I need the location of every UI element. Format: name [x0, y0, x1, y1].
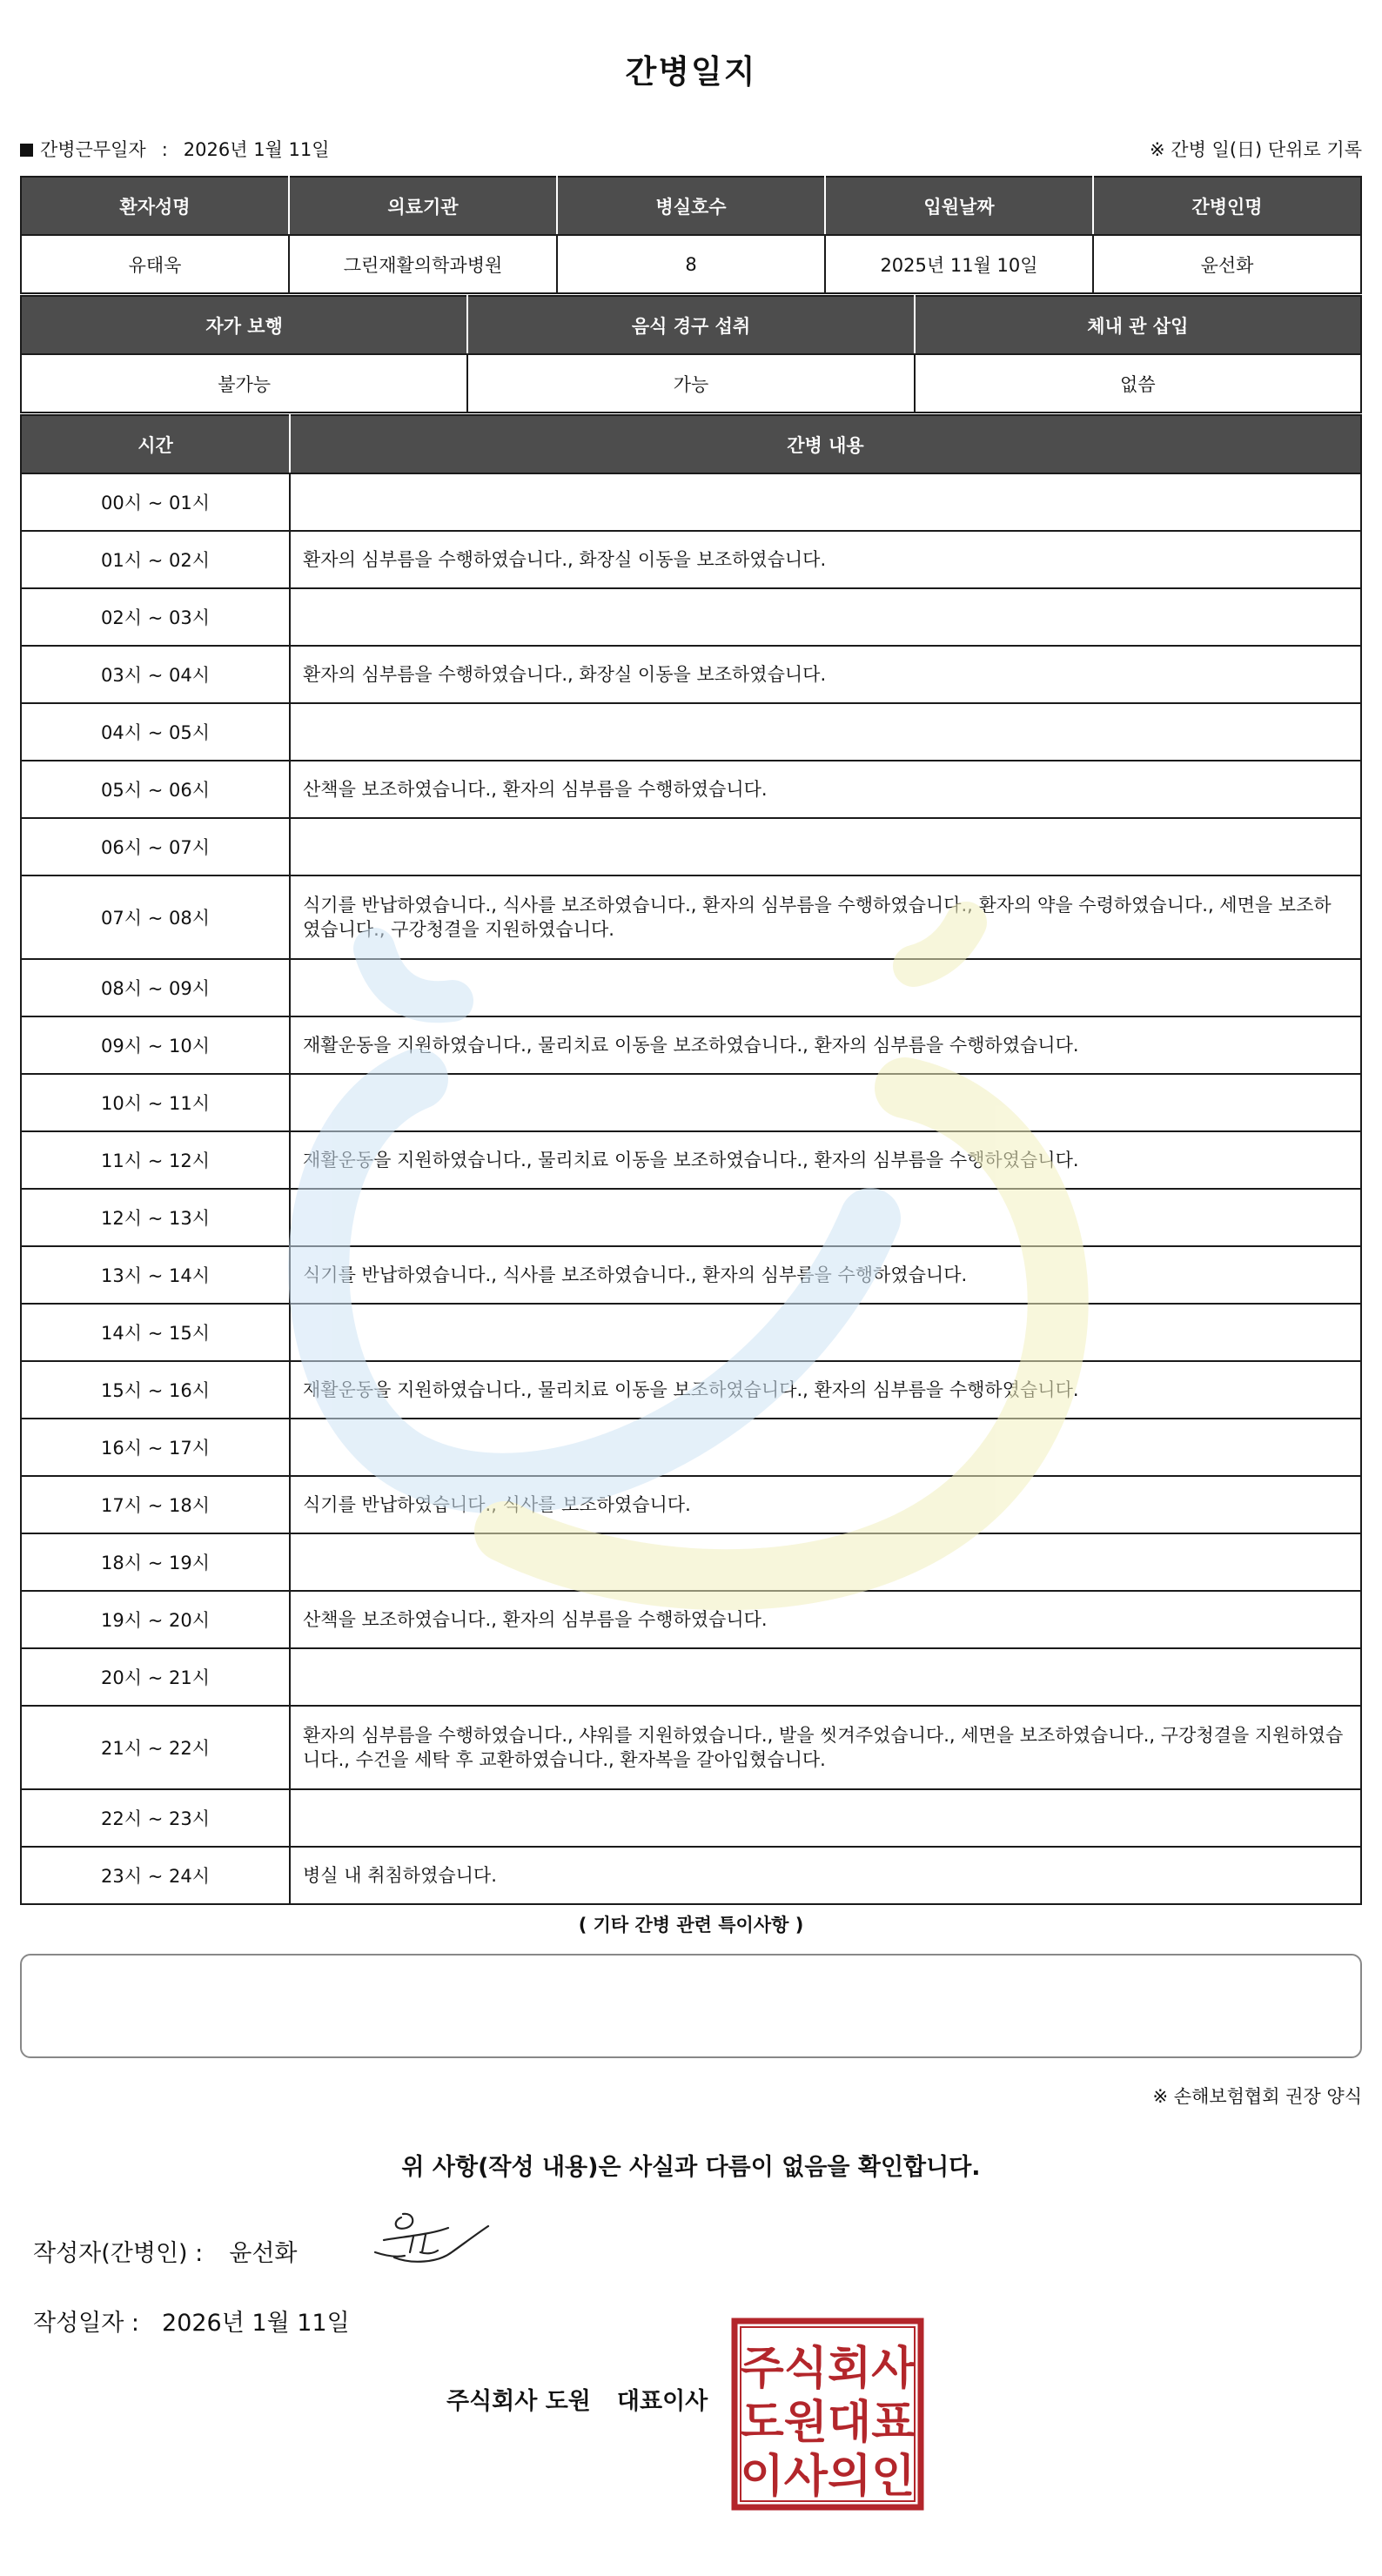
table-row [21, 959, 1361, 1016]
writer-label: 작성자(간병인) : [33, 2240, 204, 2267]
table-row [21, 354, 1361, 413]
writer-row [33, 2234, 298, 2268]
time-cell: 22시 ~ 23시 [21, 1789, 290, 1847]
time-cell: 17시 ~ 18시 [21, 1476, 290, 1533]
table-row [21, 235, 1361, 293]
table-row [21, 588, 1361, 646]
work-date-separator: : [161, 139, 168, 160]
time-cell: 18시 ~ 19시 [21, 1533, 290, 1591]
table-row [21, 1016, 1361, 1074]
time-cell: 00시 ~ 01시 [21, 473, 290, 531]
write-date-label: 작성일자 : [33, 2310, 140, 2337]
table-row [21, 818, 1361, 875]
table-row [21, 1361, 1361, 1419]
time-cell: 15시 ~ 16시 [21, 1361, 290, 1419]
table-row [21, 1847, 1361, 1904]
header-tube-insertion: 체내 관 삽입 [915, 296, 1361, 354]
time-cell: 13시 ~ 14시 [21, 1246, 290, 1304]
table-row [21, 1419, 1361, 1476]
table-row [21, 1533, 1361, 1591]
time-cell: 23시 ~ 24시 [21, 1847, 290, 1904]
content-cell: 재활운동을 지원하였습니다., 물리치료 이동을 보조하였습니다., 환자의 심부름을 수행하였습니다. [290, 1131, 1361, 1189]
time-cell: 11시 ~ 12시 [21, 1131, 290, 1189]
institution: 그린재활의학과병원 [289, 235, 557, 293]
time-cell: 10시 ~ 11시 [21, 1074, 290, 1131]
representative-title: 대표이사 [616, 2388, 708, 2415]
confirmation-statement: 위 사항(작성 내용)은 사실과 다름이 없음을 확인합니다. [401, 2154, 981, 2181]
content-cell: 산책을 보조하였습니다., 환자의 심부름을 수행하였습니다. [290, 1591, 1361, 1648]
square-bullet-icon [20, 144, 33, 157]
table-row [21, 703, 1361, 761]
oral-intake-value: 가능 [467, 354, 914, 413]
time-cell: 02시 ~ 03시 [21, 588, 290, 646]
time-cell: 03시 ~ 04시 [21, 646, 290, 703]
time-cell: 19시 ~ 20시 [21, 1591, 290, 1648]
content-cell [290, 1419, 1361, 1476]
header-institution: 의료기관 [289, 177, 557, 235]
content-cell [290, 1074, 1361, 1131]
patient-status-table [20, 295, 1362, 413]
content-cell [290, 703, 1361, 761]
writer-name: 윤선화 [229, 2240, 298, 2267]
content-cell: 식기를 반납하였습니다., 식사를 보조하였습니다., 환자의 심부름을 수행하였습니다., 환자의 약을 수령하였습니다., 세면을 보조하였습니다., 구강청결을 지원하였습니다. [290, 875, 1361, 959]
table-row [21, 875, 1361, 959]
header-patient-name: 환자성명 [21, 177, 289, 235]
table-row [21, 1789, 1361, 1847]
content-cell: 산책을 보조하였습니다., 환자의 심부름을 수행하였습니다. [290, 761, 1361, 818]
work-date-label: 간병근무일자 [40, 139, 146, 160]
room-number: 8 [557, 235, 825, 293]
content-cell [290, 818, 1361, 875]
work-date-field [20, 136, 330, 162]
content-cell: 환자의 심부름을 수행하였습니다., 화장실 이동을 보조하였습니다. [290, 531, 1361, 588]
content-cell: 식기를 반납하였습니다., 식사를 보조하였습니다., 환자의 심부름을 수행하였습니다. [290, 1246, 1361, 1304]
care-log-table [20, 414, 1362, 1905]
content-cell: 환자의 심부름을 수행하였습니다., 샤워를 지원하였습니다., 발을 씻겨주었습니다., 세면을 보조하였습니다., 구강청결을 지원하였습니다., 수건을 세탁 후 교환하였습니다., 환자복을 갈아입혔습니다. [290, 1706, 1361, 1789]
table-row [21, 1476, 1361, 1533]
table-row [21, 1246, 1361, 1304]
time-cell: 08시 ~ 09시 [21, 959, 290, 1016]
write-date-value: 2026년 1월 11일 [162, 2310, 350, 2337]
time-cell: 01시 ~ 02시 [21, 531, 290, 588]
table-header-row [21, 296, 1361, 354]
seal-line-3: 이사의인 [740, 2451, 916, 2503]
time-cell: 20시 ~ 21시 [21, 1648, 290, 1706]
time-cell: 06시 ~ 07시 [21, 818, 290, 875]
time-cell: 21시 ~ 22시 [21, 1706, 290, 1789]
time-cell: 16시 ~ 17시 [21, 1419, 290, 1476]
header-admission-date: 입원날짜 [825, 177, 1093, 235]
time-cell: 05시 ~ 06시 [21, 761, 290, 818]
seal-line-1: 주식회사 [740, 2343, 916, 2395]
work-date-row [20, 136, 1362, 162]
content-cell [290, 473, 1361, 531]
company-seal-stamp [731, 2318, 924, 2511]
content-cell [290, 959, 1361, 1016]
header-care-content: 간병 내용 [290, 415, 1361, 473]
tube-insertion-value: 없씀 [915, 354, 1361, 413]
header-room-number: 병실호수 [557, 177, 825, 235]
table-row [21, 1706, 1361, 1789]
content-cell [290, 1789, 1361, 1847]
unit-note: ※ 간병 일(日) 단위로 기록 [1150, 139, 1362, 160]
company-name: 주식회사 도원 [446, 2388, 591, 2415]
patient-name: 유태욱 [21, 235, 289, 293]
table-row [21, 1648, 1361, 1706]
table-row [21, 761, 1361, 818]
header-caregiver-name: 간병인명 [1093, 177, 1361, 235]
page-title: 간병일지 [625, 53, 757, 91]
recommend-note: ※ 손해보험협회 권장 양식 [1152, 2086, 1362, 2107]
content-cell: 재활운동을 지원하였습니다., 물리치료 이동을 보조하였습니다., 환자의 심부름을 수행하였습니다. [290, 1361, 1361, 1419]
table-row [21, 1189, 1361, 1246]
time-cell: 04시 ~ 05시 [21, 703, 290, 761]
self-walking-value: 불가능 [21, 354, 467, 413]
content-cell [290, 1648, 1361, 1706]
table-header-row [21, 415, 1361, 473]
company-line [446, 2382, 708, 2416]
admission-date: 2025년 11월 10일 [825, 235, 1093, 293]
header-time: 시간 [21, 415, 290, 473]
notes-box [20, 1954, 1362, 2058]
table-row [21, 1304, 1361, 1361]
table-row [21, 473, 1361, 531]
content-cell: 재활운동을 지원하였습니다., 물리치료 이동을 보조하였습니다., 환자의 심부름을 수행하였습니다. [290, 1016, 1361, 1074]
content-cell [290, 1189, 1361, 1246]
signature-image [368, 2202, 494, 2280]
work-date-value: 2026년 1월 11일 [183, 139, 330, 160]
header-self-walking: 자가 보행 [21, 296, 467, 354]
time-cell: 12시 ~ 13시 [21, 1189, 290, 1246]
content-cell [290, 1304, 1361, 1361]
write-date-row [33, 2304, 350, 2338]
table-row [21, 1074, 1361, 1131]
content-cell: 병실 내 취침하였습니다. [290, 1847, 1361, 1904]
content-cell [290, 588, 1361, 646]
header-oral-intake: 음식 경구 섭취 [467, 296, 914, 354]
table-row [21, 1131, 1361, 1189]
caregiver-name: 윤선화 [1093, 235, 1361, 293]
notes-section-label: ( 기타 간병 관련 특이사항 ) [578, 1915, 804, 1935]
patient-info-table [20, 176, 1362, 294]
table-row [21, 531, 1361, 588]
table-row [21, 646, 1361, 703]
content-cell [290, 1533, 1361, 1591]
table-row [21, 1591, 1361, 1648]
table-header-row [21, 177, 1361, 235]
time-cell: 07시 ~ 08시 [21, 875, 290, 959]
time-cell: 09시 ~ 10시 [21, 1016, 290, 1074]
content-cell: 환자의 심부름을 수행하였습니다., 화장실 이동을 보조하였습니다. [290, 646, 1361, 703]
time-cell: 14시 ~ 15시 [21, 1304, 290, 1361]
content-cell: 식기를 반납하였습니다., 식사를 보조하였습니다. [290, 1476, 1361, 1533]
seal-line-2: 도원대표 [740, 2397, 916, 2449]
